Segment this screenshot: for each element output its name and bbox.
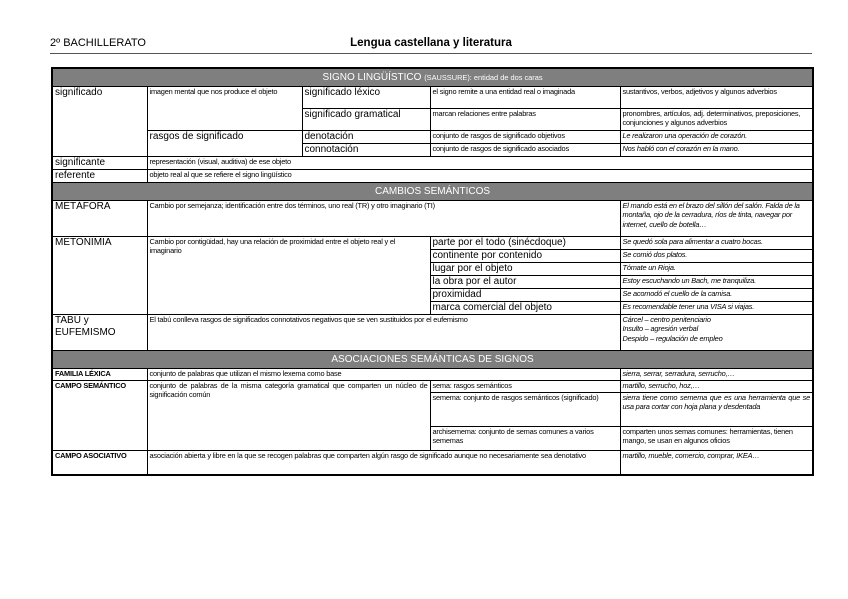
example: Es recomendable tener una VISA si viajas. — [620, 302, 813, 315]
table-row — [52, 369, 813, 381]
example: martillo, mueble, comercio, comprar, IKEA… — [620, 451, 813, 475]
example: El mando está en el brazo del sillón del salón. Falda de la montaña, ojo de la cerradura, ríos de tinta, navegar por internet, cuello de botella… — [620, 201, 813, 237]
definition: conjunto de palabras de la misma categoría gramatical que comparten un núcleo de significación común — [147, 381, 430, 451]
section-header-signo — [52, 68, 813, 87]
definition: asociación abierta y libre en la que se recogen palabras que comparten algún rasgo de significado aunque no necesariamente sea denotativo — [147, 451, 620, 475]
example: sustantivos, verbos, adjetivos y algunos adverbios — [620, 87, 813, 109]
table-row — [52, 315, 813, 351]
table-row — [52, 237, 813, 250]
metonimia-type: la obra por el autor — [430, 276, 620, 289]
table-row — [52, 451, 813, 475]
example: Se acomodó el cuello de la camisa. — [620, 289, 813, 302]
example: Tómate un Rioja. — [620, 263, 813, 276]
definition: Cambio por contigüidad, hay una relación de proximidad entre el objeto real y el imaginario — [147, 237, 430, 315]
metonimia-type: parte por el todo (sinécdoque) — [430, 237, 620, 250]
table-row — [52, 170, 813, 183]
subterm: significado gramatical — [302, 109, 430, 131]
example: Se quedó sola para alimentar a cuatro bocas. — [620, 237, 813, 250]
definition: Cambio por semejanza; identificación entre dos términos, uno real (TR) y otro imaginario (TI) — [147, 201, 620, 237]
example: Nos habló con el corazón en la mano. — [620, 144, 813, 157]
section-title: CAMBIOS SEMÁNTICOS — [52, 183, 813, 201]
subterm: connotación — [302, 144, 430, 157]
metonimia-type: proximidad — [430, 289, 620, 302]
table-row — [52, 201, 813, 237]
definition: objeto real al que se refiere el signo lingüístico — [147, 170, 813, 183]
term-familia: FAMILIA LÉXICA — [52, 369, 147, 381]
section-title: ASOCIACIONES SEMÁNTICAS DE SIGNOS — [52, 351, 813, 369]
example: pronombres, artículos, adj. determinativos, preposiciones, conjunciones y algunos adverbios — [620, 109, 813, 131]
subterm: denotación — [302, 131, 430, 144]
example: martillo, serrucho, hoz,… — [620, 381, 813, 393]
concept: archisemema: conjunto de semas comunes a varios sememas — [430, 427, 620, 451]
example: Le realizaron una operación de corazón. — [620, 131, 813, 144]
term-metonimia: METONIMIA — [52, 237, 147, 315]
example: sierra, serrar, serradura, serrucho,… — [620, 369, 813, 381]
table-row — [52, 381, 813, 393]
definition: el signo remite a una entidad real o imaginada — [430, 87, 620, 109]
term-tabu: TABÚ y EUFEMISMO — [52, 315, 147, 351]
section-title: SIGNO LINGÜÍSTICO — [322, 71, 422, 83]
subterm: rasgos de significado — [147, 131, 302, 157]
table-row — [52, 131, 813, 144]
subject-title: Lengua castellana y literatura — [350, 37, 512, 49]
example: Se comió dos platos. — [620, 250, 813, 263]
subterm: significado léxico — [302, 87, 430, 109]
page-header — [50, 37, 812, 53]
term-significado: significado — [52, 87, 147, 157]
term-campo-asociativo: CAMPO ASOCIATIVO — [52, 451, 147, 475]
definition: imagen mental que nos produce el objeto — [147, 87, 302, 131]
definition: conjunto de palabras que utilizan el mismo lexema como base — [147, 369, 620, 381]
definition: conjunto de rasgos de significado asociados — [430, 144, 620, 157]
definition: representación (visual, auditiva) de ese objeto — [147, 157, 813, 170]
semantics-table — [51, 67, 814, 476]
concept: semema: conjunto de rasgos semánticos (significado) — [430, 393, 620, 427]
section-header-cambios — [52, 183, 813, 201]
metonimia-type: lugar por el objeto — [430, 263, 620, 276]
example: Cárcel – centro penitenciario Insulto – agresión verbal Despido – regulación de empleo — [620, 315, 813, 351]
example: sierra tiene como semema que es una herramienta que se usa para cortar con hoja plana y desdentada — [620, 393, 813, 427]
term-campo-semantico: CAMPO SEMÁNTICO — [52, 381, 147, 451]
term-significante: significante — [52, 157, 147, 170]
table-row — [52, 157, 813, 170]
course-label: 2º BACHILLERATO — [50, 37, 146, 49]
example: comparten unos semas comunes: herramientas, tienen mango, se usan en algunos oficios — [620, 427, 813, 451]
definition: marcan relaciones entre palabras — [430, 109, 620, 131]
example: Estoy escuchando un Bach, me tranquiliza. — [620, 276, 813, 289]
term-metafora: METÁFORA — [52, 201, 147, 237]
definition: conjunto de rasgos de significado objetivos — [430, 131, 620, 144]
section-subtitle: (SAUSSURE): entidad de dos caras — [424, 72, 543, 82]
term-referente: referente — [52, 170, 147, 183]
header-divider — [50, 53, 812, 54]
definition: El tabú conlleva rasgos de significados connotativos negativos que se ven sustituidos por el eufemismo — [147, 315, 620, 351]
table-row — [52, 87, 813, 109]
section-header-asociaciones — [52, 351, 813, 369]
concept: sema: rasgos semánticos — [430, 381, 620, 393]
metonimia-type: continente por contenido — [430, 250, 620, 263]
metonimia-type: marca comercial del objeto — [430, 302, 620, 315]
